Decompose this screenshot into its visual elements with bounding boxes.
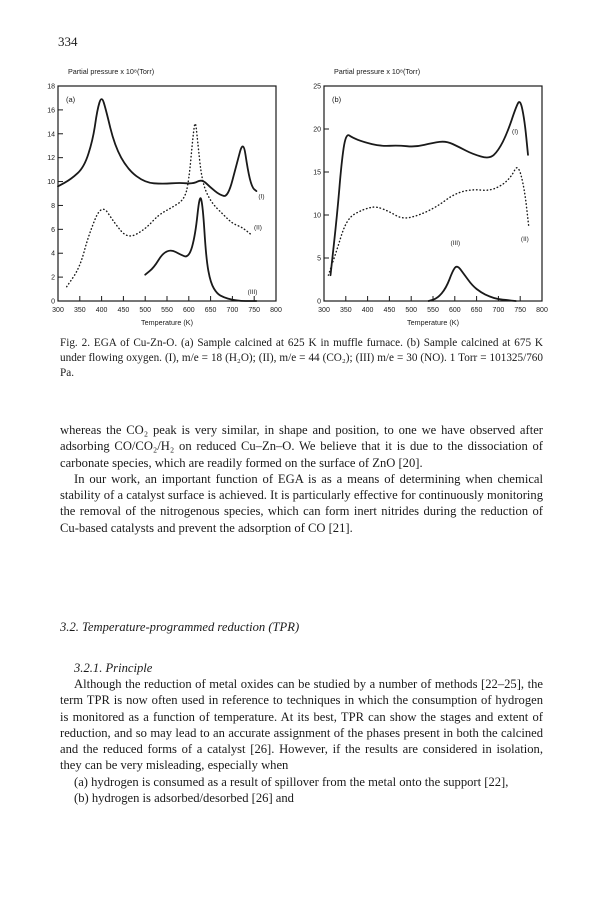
panel-b-xtick-label-450: 450: [383, 307, 396, 314]
panel-a-xtick-label-350: 350: [73, 307, 86, 314]
panel-a-label: (a): [66, 95, 76, 104]
panel-b-label: (b): [332, 95, 342, 104]
panel-a-ytick-label-14: 14: [47, 131, 55, 139]
panel-a-ytick-label-8: 8: [51, 202, 55, 210]
panel-a-ytick-label-12: 12: [47, 155, 55, 163]
panel-a-series-label-iii: (III): [247, 288, 258, 296]
section-title: 3.2. Temperature-programmed reduction (TPR): [60, 620, 300, 634]
panel-a-ytick-label-18: 18: [47, 83, 55, 91]
panel-b-xtick-label-750: 750: [514, 307, 527, 314]
panel-b-ytick-label-5: 5: [317, 255, 321, 263]
list-item-b: (b) hydrogen is adsorbed/desorbed [26] and: [74, 791, 294, 806]
panel-b-series-iii: [429, 267, 516, 301]
subsection-title: 3.2.1. Principle: [74, 661, 153, 675]
panel-a-series-ii: [67, 124, 252, 287]
panel-b-xtick-label-650: 650: [470, 307, 483, 314]
page-number: 334: [58, 34, 78, 49]
panel-b-xlabel: Temperature (K): [407, 318, 459, 327]
paragraph-tpr-principle: Although the reduction of metal oxides can be studied by a number of methods [22–25], the term TPR is now often used in reference to techniques in which the consumption of hydrogen is monitored as a function of temperature. At its best, TPR can show the stages and extent of reduction, and so may lead to an accurate assignment of the phases present in both the calcined and the reduced forms of a catalyst [26]. However, if the results are considered in isolation, they can be very misleading, especially when: [60, 677, 543, 773]
body-text-top: [60, 422, 543, 536]
panel-a-ytick-label-0: 0: [51, 298, 55, 306]
panel-b-xtick-label-500: 500: [405, 307, 418, 314]
figure-caption: Fig. 2. EGA of Cu-Zn-O. (a) Sample calcined at 625 K in muffle furnace. (b) Sample calcined at 675 K under flowing oxygen. (I), m/e = 18 (H₂O); (II), m/e = 44 (CO₂); (III) m/e = 30 (NO). 1 Torr = 101325/760 Pa.: [60, 337, 543, 379]
panel-b-xtick-label-700: 700: [492, 307, 505, 314]
panel-b-ylabel: Partial pressure x 10⁸(Torr): [334, 67, 421, 76]
panel-b-xtick-label-350: 350: [339, 307, 352, 314]
panel-a-series-i: [58, 99, 256, 196]
panel-a-ytick-label-6: 6: [51, 226, 55, 234]
panel-b-xtick-label-600: 600: [448, 307, 461, 314]
panel-a-xtick-label-650: 650: [204, 307, 217, 314]
panel-b-series-label-i: (I): [512, 128, 519, 136]
panel-b-series-ii: [328, 168, 529, 275]
panel-b-ytick-label-25: 25: [313, 83, 321, 91]
panel-b-series-i: [331, 102, 529, 275]
list-item-a: (a) hydrogen is consumed as a result of spillover from the metal onto the support [22],: [74, 774, 509, 789]
panel-a-xtick-label-450: 450: [117, 307, 130, 314]
panel-b-ytick-label-20: 20: [313, 126, 321, 134]
panel-a-xtick-label-800: 800: [270, 307, 282, 314]
paragraph-ega-function: In our work, an important function of EGA is as a means of determining when chemical stability of a catalyst surface is achieved. It is particularly effective for continuously monitoring the removal of the nitrogenous species, which can form inert nitrides during the reduction of Cu-based catalysts and prevent the adsorption of CO [21].: [60, 471, 543, 535]
panel-a-series-label-i: (I): [258, 193, 265, 201]
panel-a-xtick-label-700: 700: [226, 307, 239, 314]
panel-b-xtick-label-550: 550: [427, 307, 439, 314]
panel-a-xtick-label-600: 600: [182, 307, 195, 314]
panel-b-xtick-label-300: 300: [318, 307, 330, 314]
panel-a-xtick-label-500: 500: [139, 307, 152, 314]
panel-b-series-label-ii: (II): [520, 235, 529, 243]
panel-b-series-label-iii: (III): [450, 240, 461, 248]
panel-b-ytick-label-0: 0: [317, 298, 321, 306]
panel-a-ytick-label-16: 16: [47, 107, 55, 115]
paragraph-co2-peak: whereas the CO₂ peak is very similar, in shape and position, to one we have observed after adsorbing CO/CO₂/H₂ on reduced Cu–Zn–O. We believe that it is due to the dissociation of carbonate species, which are readily formed on the surface of ZnO [20].: [60, 423, 543, 470]
panel-a-frame: [58, 86, 276, 301]
panel-b-ytick-label-15: 15: [313, 169, 321, 177]
panel-b-frame: [324, 86, 542, 301]
body-text-bottom: [60, 676, 543, 806]
panel-a-xtick-label-550: 550: [161, 307, 173, 314]
panel-a-xtick-label-750: 750: [248, 307, 261, 314]
panel-b-xtick-label-400: 400: [361, 307, 374, 314]
panel-a-xlabel: Temperature (K): [141, 318, 193, 327]
panel-a-series-label-ii: (II): [254, 224, 262, 232]
panel-a-xtick-label-300: 300: [52, 307, 64, 314]
panel-b-xtick-label-800: 800: [536, 307, 548, 314]
panel-b-ytick-label-10: 10: [313, 212, 321, 220]
panel-a-xtick-label-400: 400: [95, 307, 108, 314]
figure-ega: [40, 58, 560, 333]
panel-a-ytick-label-10: 10: [47, 179, 55, 187]
panel-a-ytick-label-2: 2: [51, 274, 55, 282]
ega-charts: [40, 58, 560, 333]
panel-a-ytick-label-4: 4: [51, 250, 55, 258]
panel-a-ylabel: Partial pressure x 10⁸(Torr): [68, 67, 155, 76]
